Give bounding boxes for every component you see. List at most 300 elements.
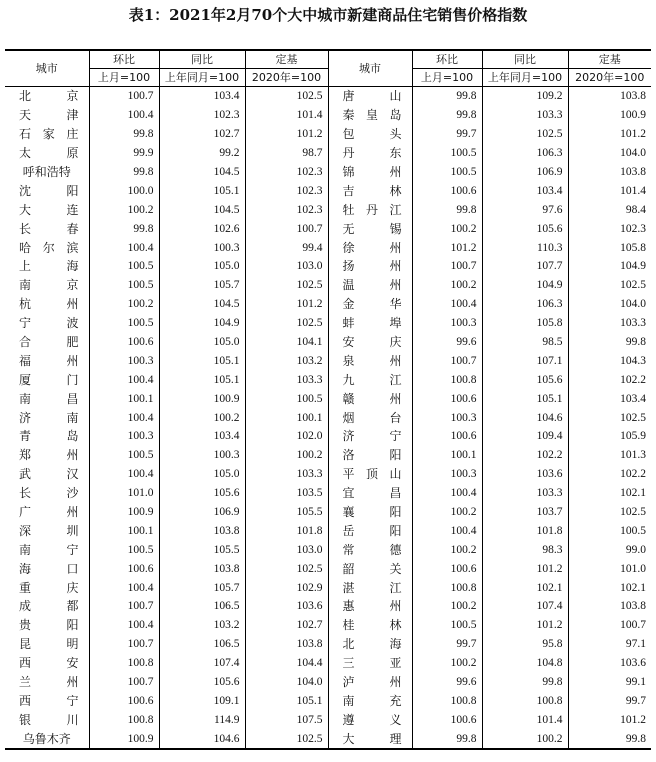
- base-value-left: 103.3: [245, 370, 328, 389]
- table-row: [5, 540, 651, 559]
- city-name-left: 青岛: [19, 429, 79, 444]
- mom-value-right: 100.4: [412, 521, 482, 540]
- city-name-left: 银川: [19, 712, 79, 727]
- base-value-left: 102.5: [245, 314, 328, 333]
- header-base-right: 定基: [568, 50, 651, 69]
- base-value-right: 99.8: [568, 729, 651, 749]
- base-value-left: 98.7: [245, 144, 328, 163]
- city-name-right: 平顶山: [328, 465, 412, 484]
- yoy-value-left: 105.1: [159, 351, 245, 370]
- city-name-right: 蚌埠: [328, 314, 412, 333]
- mom-value-left: 100.9: [89, 503, 159, 522]
- mom-value-right: 100.2: [412, 540, 482, 559]
- yoy-value-right: 106.9: [482, 163, 568, 182]
- base-value-left: 102.9: [245, 578, 328, 597]
- yoy-value-right: 102.1: [482, 578, 568, 597]
- city-name-right: 岳阳: [328, 521, 412, 540]
- city-name-left: 长春: [19, 221, 79, 236]
- city-name-right: 遵义: [328, 710, 412, 729]
- yoy-value-right: 97.6: [482, 200, 568, 219]
- mom-value-right: 99.7: [412, 125, 482, 144]
- yoy-value-right: 102.5: [482, 125, 568, 144]
- base-value-right: 101.2: [568, 125, 651, 144]
- table-row: [5, 616, 651, 635]
- yoy-value-right: 106.3: [482, 295, 568, 314]
- base-value-left: 100.5: [245, 389, 328, 408]
- yoy-value-right: 101.2: [482, 616, 568, 635]
- table-body: [5, 87, 651, 750]
- base-value-left: 104.0: [245, 673, 328, 692]
- mom-value-left: 99.8: [89, 163, 159, 182]
- base-value-right: 99.7: [568, 692, 651, 711]
- city-name-left: 济南: [19, 410, 79, 425]
- mom-value-left: 100.8: [89, 654, 159, 673]
- mom-value-left: 100.3: [89, 351, 159, 370]
- header-mom-right: 环比: [412, 50, 482, 69]
- yoy-value-left: 100.3: [159, 238, 245, 257]
- city-name-right: 大理: [328, 729, 412, 749]
- yoy-value-left: 106.5: [159, 597, 245, 616]
- base-value-right: 104.0: [568, 144, 651, 163]
- city-name-left: 深圳: [19, 523, 79, 538]
- mom-value-left: 100.5: [89, 446, 159, 465]
- yoy-value-right: 105.1: [482, 389, 568, 408]
- header-base-sub-right: 2020年=100: [568, 69, 651, 87]
- mom-value-right: 100.1: [412, 446, 482, 465]
- yoy-value-left: 102.3: [159, 106, 245, 125]
- mom-value-right: 100.6: [412, 181, 482, 200]
- mom-value-right: 101.2: [412, 238, 482, 257]
- table-row: [5, 521, 651, 540]
- mom-value-left: 100.4: [89, 238, 159, 257]
- yoy-value-right: 99.8: [482, 673, 568, 692]
- yoy-value-left: 103.4: [159, 87, 245, 106]
- header-mom-sub-right: 上月=100: [412, 69, 482, 87]
- base-value-left: 103.0: [245, 257, 328, 276]
- mom-value-left: 100.7: [89, 597, 159, 616]
- base-value-left: 103.2: [245, 351, 328, 370]
- base-value-left: 100.1: [245, 408, 328, 427]
- base-value-left: 102.3: [245, 181, 328, 200]
- base-value-right: 102.1: [568, 484, 651, 503]
- yoy-value-right: 107.7: [482, 257, 568, 276]
- yoy-value-left: 106.5: [159, 635, 245, 654]
- base-value-left: 101.8: [245, 521, 328, 540]
- city-name-right: 湛江: [328, 578, 412, 597]
- base-value-right: 103.8: [568, 597, 651, 616]
- base-value-left: 107.5: [245, 710, 328, 729]
- base-value-left: 102.5: [245, 559, 328, 578]
- yoy-value-right: 109.2: [482, 87, 568, 106]
- yoy-value-right: 103.3: [482, 106, 568, 125]
- mom-value-right: 100.4: [412, 484, 482, 503]
- city-name-right: 扬州: [328, 257, 412, 276]
- header-city-left: 城市: [5, 50, 89, 87]
- yoy-value-right: 98.5: [482, 333, 568, 352]
- city-name-right: 宜昌: [328, 484, 412, 503]
- table-row: [5, 370, 651, 389]
- header-mom-sub-left: 上月=100: [89, 69, 159, 87]
- city-name-right: 韶关: [328, 559, 412, 578]
- city-name-right: 徐州: [328, 238, 412, 257]
- city-name-right: 吉林: [328, 181, 412, 200]
- yoy-value-left: 105.7: [159, 578, 245, 597]
- city-name-left: 南宁: [19, 542, 79, 557]
- mom-value-right: 99.6: [412, 673, 482, 692]
- city-name-right: 三亚: [328, 654, 412, 673]
- mom-value-left: 100.7: [89, 673, 159, 692]
- yoy-value-left: 109.1: [159, 692, 245, 711]
- yoy-value-right: 105.6: [482, 370, 568, 389]
- mom-value-left: 100.4: [89, 465, 159, 484]
- yoy-value-right: 110.3: [482, 238, 568, 257]
- mom-value-right: 99.8: [412, 200, 482, 219]
- table-row: [5, 163, 651, 182]
- base-value-left: 103.6: [245, 597, 328, 616]
- city-name-left: 杭州: [19, 297, 79, 312]
- city-name-left: 昆明: [19, 637, 79, 652]
- city-name-right: 烟台: [328, 408, 412, 427]
- mom-value-right: 100.2: [412, 503, 482, 522]
- mom-value-right: 100.3: [412, 465, 482, 484]
- base-value-right: 100.7: [568, 616, 651, 635]
- base-value-right: 103.4: [568, 389, 651, 408]
- city-name-right: 常德: [328, 540, 412, 559]
- yoy-value-right: 104.8: [482, 654, 568, 673]
- yoy-value-left: 103.4: [159, 427, 245, 446]
- base-value-right: 102.1: [568, 578, 651, 597]
- city-name-left: 贵阳: [19, 618, 79, 633]
- city-name-left: 西安: [19, 656, 79, 671]
- city-name-right: 南充: [328, 692, 412, 711]
- city-name-left: 成都: [19, 599, 79, 614]
- yoy-value-right: 100.2: [482, 729, 568, 749]
- mom-value-left: 100.1: [89, 521, 159, 540]
- header-base-sub-left: 2020年=100: [245, 69, 328, 87]
- city-name-right: 九江: [328, 370, 412, 389]
- yoy-value-right: 103.3: [482, 484, 568, 503]
- mom-value-left: 100.6: [89, 333, 159, 352]
- mom-value-right: 100.2: [412, 276, 482, 295]
- city-name-left: 武汉: [19, 467, 79, 482]
- table-row: [5, 427, 651, 446]
- mom-value-right: 99.8: [412, 106, 482, 125]
- mom-value-right: 100.3: [412, 314, 482, 333]
- base-value-right: 102.5: [568, 276, 651, 295]
- yoy-value-left: 103.8: [159, 521, 245, 540]
- mom-value-left: 100.9: [89, 729, 159, 749]
- table-row: [5, 238, 651, 257]
- city-name-right: 赣州: [328, 389, 412, 408]
- base-value-right: 98.4: [568, 200, 651, 219]
- base-value-left: 102.5: [245, 276, 328, 295]
- mom-value-right: 99.6: [412, 333, 482, 352]
- city-name-right: 泸州: [328, 673, 412, 692]
- yoy-value-left: 105.1: [159, 181, 245, 200]
- city-name-right: 安庆: [328, 333, 412, 352]
- base-value-right: 105.9: [568, 427, 651, 446]
- mom-value-right: 100.8: [412, 578, 482, 597]
- table-row: [5, 673, 651, 692]
- city-name-right: 锦州: [328, 163, 412, 182]
- mom-value-left: 100.7: [89, 635, 159, 654]
- base-value-right: 104.0: [568, 295, 651, 314]
- city-name-left: 石家庄: [19, 127, 79, 142]
- yoy-value-left: 100.3: [159, 446, 245, 465]
- base-value-right: 97.1: [568, 635, 651, 654]
- table-row: [5, 87, 651, 106]
- yoy-value-right: 101.8: [482, 521, 568, 540]
- base-value-right: 102.5: [568, 503, 651, 522]
- mom-value-left: 100.5: [89, 257, 159, 276]
- city-name-left: 南昌: [19, 391, 79, 406]
- yoy-value-left: 105.5: [159, 540, 245, 559]
- mom-value-right: 100.7: [412, 351, 482, 370]
- table-row: [5, 484, 651, 503]
- base-value-right: 100.5: [568, 521, 651, 540]
- table-row: [5, 181, 651, 200]
- table-row: [5, 597, 651, 616]
- base-value-left: 103.8: [245, 635, 328, 654]
- table-row: [5, 257, 651, 276]
- table-row: [5, 200, 651, 219]
- base-value-right: 103.8: [568, 87, 651, 106]
- yoy-value-left: 105.7: [159, 276, 245, 295]
- table-row: [5, 710, 651, 729]
- mom-value-right: 100.6: [412, 389, 482, 408]
- mom-value-right: 100.6: [412, 427, 482, 446]
- city-name-left: 西宁: [19, 693, 79, 708]
- yoy-value-left: 105.6: [159, 673, 245, 692]
- base-value-left: 99.4: [245, 238, 328, 257]
- mom-value-right: 100.2: [412, 654, 482, 673]
- base-value-right: 101.4: [568, 181, 651, 200]
- table-row: [5, 559, 651, 578]
- yoy-value-left: 105.1: [159, 370, 245, 389]
- table-row: [5, 333, 651, 352]
- base-value-left: 102.5: [245, 729, 328, 749]
- mom-value-left: 100.2: [89, 200, 159, 219]
- yoy-value-right: 104.6: [482, 408, 568, 427]
- base-value-right: 103.8: [568, 163, 651, 182]
- mom-value-left: 99.9: [89, 144, 159, 163]
- base-value-left: 100.7: [245, 219, 328, 238]
- city-name-right: 济宁: [328, 427, 412, 446]
- table-row: [5, 125, 651, 144]
- city-name-left: 兰州: [19, 675, 79, 690]
- city-name-right: 惠州: [328, 597, 412, 616]
- city-name-right: 包头: [328, 125, 412, 144]
- mom-value-left: 100.6: [89, 559, 159, 578]
- mom-value-left: 100.2: [89, 295, 159, 314]
- yoy-value-right: 102.2: [482, 446, 568, 465]
- mom-value-right: 100.3: [412, 408, 482, 427]
- base-value-right: 102.2: [568, 465, 651, 484]
- mom-value-left: 100.1: [89, 389, 159, 408]
- table-row: [5, 578, 651, 597]
- yoy-value-left: 100.9: [159, 389, 245, 408]
- yoy-value-right: 100.8: [482, 692, 568, 711]
- mom-value-right: 100.8: [412, 692, 482, 711]
- city-name-left: 呼和浩特: [22, 165, 71, 179]
- base-value-left: 103.5: [245, 484, 328, 503]
- table-row: [5, 295, 651, 314]
- mom-value-right: 100.5: [412, 616, 482, 635]
- base-value-left: 102.0: [245, 427, 328, 446]
- table-row: [5, 314, 651, 333]
- city-name-right: 无锡: [328, 219, 412, 238]
- header-yoy-sub-left: 上年同月=100: [159, 69, 245, 87]
- base-value-left: 102.5: [245, 87, 328, 106]
- yoy-value-left: 104.5: [159, 295, 245, 314]
- base-value-left: 103.3: [245, 465, 328, 484]
- mom-value-right: 100.2: [412, 219, 482, 238]
- mom-value-left: 100.3: [89, 427, 159, 446]
- city-name-left: 郑州: [19, 448, 79, 463]
- mom-value-right: 100.5: [412, 144, 482, 163]
- yoy-value-left: 106.9: [159, 503, 245, 522]
- price-index-table: [5, 49, 651, 750]
- base-value-left: 100.2: [245, 446, 328, 465]
- mom-value-left: 100.4: [89, 370, 159, 389]
- mom-value-right: 99.7: [412, 635, 482, 654]
- yoy-value-right: 105.6: [482, 219, 568, 238]
- mom-value-right: 100.6: [412, 710, 482, 729]
- city-name-right: 牡丹江: [328, 200, 412, 219]
- mom-value-right: 100.2: [412, 597, 482, 616]
- city-name-left: 北京: [19, 89, 79, 104]
- city-name-left: 厦门: [19, 372, 79, 387]
- city-name-left: 长沙: [19, 486, 79, 501]
- yoy-value-right: 95.8: [482, 635, 568, 654]
- base-value-right: 103.6: [568, 654, 651, 673]
- mom-value-left: 100.4: [89, 578, 159, 597]
- table-row: [5, 351, 651, 370]
- yoy-value-right: 107.1: [482, 351, 568, 370]
- base-value-right: 100.9: [568, 106, 651, 125]
- mom-value-left: 101.0: [89, 484, 159, 503]
- yoy-value-right: 107.4: [482, 597, 568, 616]
- mom-value-left: 100.5: [89, 276, 159, 295]
- table-row: [5, 389, 651, 408]
- header-mom-left: 环比: [89, 50, 159, 69]
- city-name-left: 宁波: [19, 316, 79, 331]
- table-title: 表1：2021年2月70个大中城市新建商品住宅销售价格指数: [128, 6, 528, 24]
- city-name-right: 襄阳: [328, 503, 412, 522]
- table-row: [5, 465, 651, 484]
- yoy-value-right: 101.4: [482, 710, 568, 729]
- yoy-value-right: 101.2: [482, 559, 568, 578]
- yoy-value-left: 103.2: [159, 616, 245, 635]
- mom-value-right: 99.8: [412, 729, 482, 749]
- table-row: [5, 408, 651, 427]
- base-value-left: 102.7: [245, 616, 328, 635]
- city-name-right: 丹东: [328, 144, 412, 163]
- mom-value-right: 99.8: [412, 87, 482, 106]
- yoy-value-left: 104.5: [159, 163, 245, 182]
- base-value-right: 104.9: [568, 257, 651, 276]
- mom-value-left: 100.8: [89, 710, 159, 729]
- base-value-left: 105.5: [245, 503, 328, 522]
- base-value-left: 101.2: [245, 125, 328, 144]
- yoy-value-left: 104.6: [159, 729, 245, 749]
- header-base-left: 定基: [245, 50, 328, 69]
- yoy-value-right: 103.4: [482, 181, 568, 200]
- mom-value-right: 100.4: [412, 295, 482, 314]
- base-value-right: 101.3: [568, 446, 651, 465]
- yoy-value-left: 105.0: [159, 465, 245, 484]
- city-name-left: 重庆: [19, 580, 79, 595]
- base-value-right: 103.3: [568, 314, 651, 333]
- header-yoy-right: 同比: [482, 50, 568, 69]
- yoy-value-left: 104.9: [159, 314, 245, 333]
- city-name-left: 广州: [19, 505, 79, 520]
- mom-value-left: 100.0: [89, 181, 159, 200]
- yoy-value-right: 106.3: [482, 144, 568, 163]
- city-name-left: 大连: [19, 202, 79, 217]
- table-row: [5, 635, 651, 654]
- base-value-left: 104.4: [245, 654, 328, 673]
- base-value-right: 102.2: [568, 370, 651, 389]
- yoy-value-right: 103.6: [482, 465, 568, 484]
- table-row: [5, 276, 651, 295]
- base-value-right: 104.3: [568, 351, 651, 370]
- yoy-value-left: 100.2: [159, 408, 245, 427]
- base-value-right: 101.2: [568, 710, 651, 729]
- city-name-left: 福州: [19, 353, 79, 368]
- base-value-right: 102.3: [568, 219, 651, 238]
- yoy-value-left: 103.8: [159, 559, 245, 578]
- table-row: [5, 144, 651, 163]
- city-name-right: 洛阳: [328, 446, 412, 465]
- yoy-value-left: 102.7: [159, 125, 245, 144]
- yoy-value-right: 98.3: [482, 540, 568, 559]
- mom-value-left: 100.4: [89, 408, 159, 427]
- city-name-left: 天津: [19, 108, 79, 123]
- city-name-right: 桂林: [328, 616, 412, 635]
- mom-value-right: 100.6: [412, 559, 482, 578]
- yoy-value-left: 104.5: [159, 200, 245, 219]
- yoy-value-right: 103.7: [482, 503, 568, 522]
- yoy-value-left: 105.0: [159, 333, 245, 352]
- header-yoy-sub-right: 上年同月=100: [482, 69, 568, 87]
- yoy-value-right: 105.8: [482, 314, 568, 333]
- yoy-value-right: 109.4: [482, 427, 568, 446]
- mom-value-left: 100.5: [89, 540, 159, 559]
- base-value-left: 104.1: [245, 333, 328, 352]
- table-row: [5, 692, 651, 711]
- mom-value-left: 99.8: [89, 219, 159, 238]
- mom-value-left: 100.4: [89, 616, 159, 635]
- mom-value-right: 100.7: [412, 257, 482, 276]
- table-row: [5, 729, 651, 749]
- base-value-right: 101.0: [568, 559, 651, 578]
- mom-value-left: 100.6: [89, 692, 159, 711]
- city-name-left: 哈尔滨: [19, 240, 79, 255]
- yoy-value-right: 104.9: [482, 276, 568, 295]
- header-yoy-left: 同比: [159, 50, 245, 69]
- mom-value-right: 100.8: [412, 370, 482, 389]
- yoy-value-left: 105.0: [159, 257, 245, 276]
- city-name-right: 秦皇岛: [328, 106, 412, 125]
- base-value-left: 101.4: [245, 106, 328, 125]
- header-city-right: 城市: [328, 50, 412, 87]
- mom-value-left: 100.4: [89, 106, 159, 125]
- city-name-left: 合肥: [19, 335, 79, 350]
- table-row: [5, 446, 651, 465]
- city-name-right: 金华: [328, 295, 412, 314]
- city-name-left: 南京: [19, 278, 79, 293]
